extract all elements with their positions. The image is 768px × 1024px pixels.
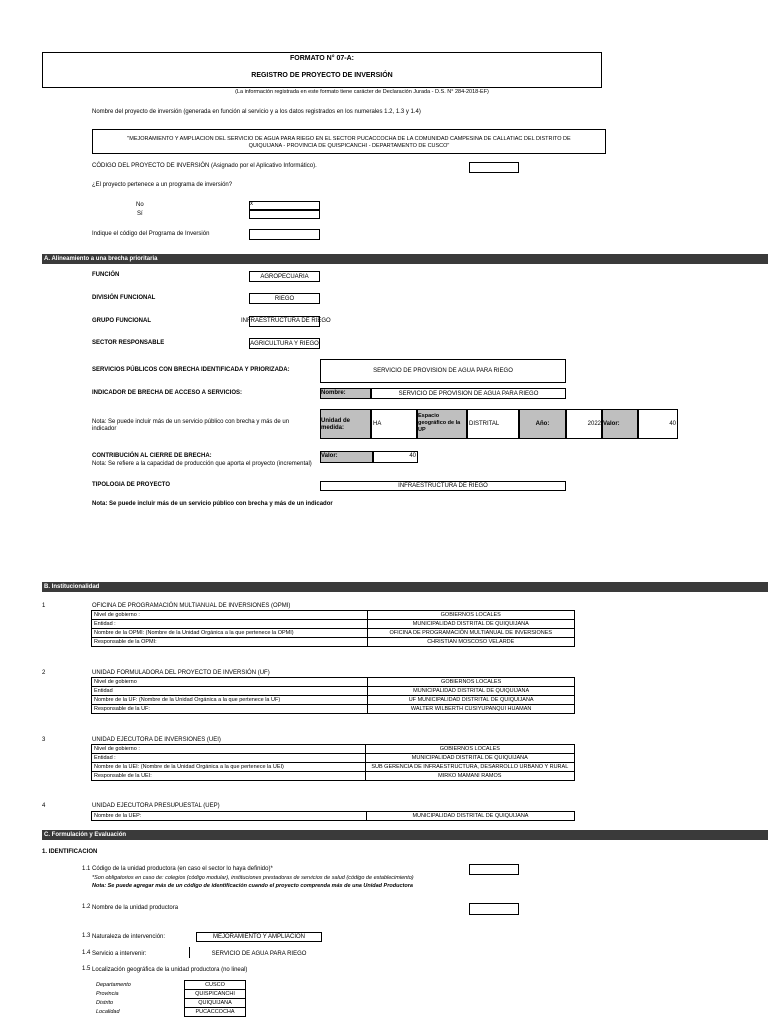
sector-value[interactable]: AGRICULTURA Y RIEGO <box>249 338 320 349</box>
contribucion-valor-label: Valor: <box>321 453 338 459</box>
section-c-header: C. Formulación y Evaluación <box>42 830 768 840</box>
uf-table <box>91 677 575 714</box>
item-1-5-number: 1.5 <box>82 966 91 972</box>
unidad-label-2: medida: <box>321 425 345 431</box>
table-row <box>92 745 575 754</box>
row-value[interactable]: GOBIERNOS LOCALES <box>368 678 575 687</box>
contribucion-note: Nota: Se refiere a la capacidad de producción que aporta el proyecto (incremental) <box>92 461 312 467</box>
table-row <box>92 611 575 620</box>
nota-2: Nota: Se puede incluir más de un servicio público con brecha y más de un indicador <box>92 501 333 507</box>
item-1-1-note: *Son obligatorios en caso de: colegios (código modular), instituciones prestadoras de servicios de salud (código de establecimiento) <box>92 875 414 881</box>
item-1-4-label: Servicio a intervenir: <box>92 951 147 957</box>
item-1-1-number: 1.1 <box>82 866 91 872</box>
row-value[interactable]: MUNICIPALIDAD DISTRITAL DE QUIQUIJANA <box>368 687 575 696</box>
table-row <box>94 1008 246 1017</box>
row-label: Nombre de la UEP: <box>92 812 367 821</box>
service-value: SERVICIO DE AGUA PARA RIEGO <box>211 951 307 957</box>
row-label: Nombre de la OPMI: (Nombre de la Unidad Orgánica a la que pertenece la OPMI) <box>92 629 368 638</box>
unit-code-field[interactable] <box>469 864 519 875</box>
intervention-value[interactable]: MEJORAMIENTO Y AMPLIACIÓN <box>196 932 322 942</box>
table-row <box>92 696 575 705</box>
location-value[interactable]: QUIQUIJANA <box>185 999 246 1008</box>
row-value[interactable]: OFICINA DE PROGRAMACIÓN MULTIANUAL DE INVERSIONES <box>367 629 574 638</box>
location-value[interactable]: CUSCO <box>185 981 246 990</box>
table-row <box>92 763 575 772</box>
row-value[interactable]: CHRISTIAN MOSCOSO VELARDE <box>367 638 574 647</box>
opmi-table <box>91 610 575 647</box>
block-3-number: 3 <box>42 737 46 743</box>
project-name-label: Nombre del proyecto de inversión (generada en función al servicio y a los datos registrados en los numerales 1.2, 1.3 y 1.4) <box>92 109 421 115</box>
anio-label: Año: <box>535 421 550 427</box>
contribucion-label: CONTRIBUCIÓN AL CIERRE DE BRECHA: <box>92 453 212 459</box>
row-value[interactable]: WALTER WILBERTH CUSIYUPANQUI HUAMAN <box>368 705 575 714</box>
section-b-header: B. Institucionalidad <box>42 582 768 592</box>
table-row <box>92 638 575 647</box>
nombre-value[interactable]: SERVICIO DE PROVISION DE AGUA PARA RIEGO <box>371 388 566 399</box>
program-question: ¿El proyecto pertenece a un programa de inversión? <box>92 182 233 188</box>
funcion-label: FUNCIÓN <box>92 272 120 278</box>
program-code-label: Indique el código del Programa de Inversión <box>92 231 210 237</box>
table-row <box>92 629 575 638</box>
nota-1-line1: Nota: Se puede incluir más de un servicio público con brecha y más de un <box>92 419 290 425</box>
row-label: Nombre de la UF: (Nombre de la Unidad Orgánica a la que pertenece la UF) <box>92 696 368 705</box>
grupo-label: GRUPO FUNCIONAL <box>92 318 151 324</box>
location-label: Provincia <box>96 991 119 997</box>
item-1-2-label: Nombre de la unidad productora <box>92 905 179 911</box>
project-name-line1: "MEJORAMIENTO Y AMPLIACION DEL SERVICIO DE AGUA PARA RIEGO EN EL SECTOR PUCACCOCHA DE LA COMUNIDAD CAMPESINA DE CALLATIAC DEL DISTRITO DE <box>127 136 571 142</box>
item-1-2-number: 1.2 <box>82 904 91 910</box>
block-2-title: UNIDAD FORMULADORA DEL PROYECTO DE INVERSIÓN (UF) <box>92 670 270 676</box>
nota-1-line2: indicador <box>92 426 117 432</box>
block-3-title: UNIDAD EJECUTORA DE INVERSIONES (UEI) <box>92 737 221 743</box>
row-value[interactable]: GOBIERNOS LOCALES <box>367 611 574 620</box>
table-row <box>92 812 575 821</box>
espacio-value: DISTRITAL <box>469 421 500 427</box>
funcion-value[interactable]: AGROPECUARIA <box>249 271 320 282</box>
row-label: Responsable de la UF: <box>92 705 368 714</box>
contribucion-valor: 40 <box>409 453 416 459</box>
uei-table <box>91 744 575 781</box>
item-1-5-label: Localización geográfica de la unidad productora (no lineal) <box>92 967 248 973</box>
division-label: DIVISIÓN FUNCIONAL <box>92 295 156 301</box>
program-code-field[interactable] <box>249 229 320 240</box>
location-value[interactable]: PUCACCOCHA <box>185 1008 246 1017</box>
table-row <box>92 687 575 696</box>
table-row <box>92 772 575 781</box>
option-no-checkbox[interactable] <box>249 201 320 210</box>
row-label: Nombre de la UEI: (Nombre de la Unidad Orgánica a la que pertenece la UEI) <box>92 763 366 772</box>
row-value[interactable]: GOBIERNOS LOCALES <box>365 745 574 754</box>
row-label: Nivel de gobierno : <box>92 745 366 754</box>
block-1-number: 1 <box>42 603 46 609</box>
option-si-label: Sí <box>137 211 143 217</box>
block-1-title: OFICINA DE PROGRAMACIÓN MULTIANUAL DE INVERSIONES (OPMI) <box>92 603 291 609</box>
table-row <box>92 678 575 687</box>
item-1-1-label: Código de la unidad productora (en caso el sector lo haya definido)* <box>92 866 273 872</box>
option-no-label: No <box>136 202 144 208</box>
block-4-number: 4 <box>42 803 46 809</box>
anio-value: 2022 <box>587 421 601 427</box>
row-value[interactable]: MUNICIPALIDAD DISTRITAL DE QUIQUIJANA <box>366 812 574 821</box>
item-1-1-note-2: Nota: Se puede agregar más de un código de identificación cuando el proyecto comprenda más de una Unidad Productora <box>92 883 413 889</box>
unidad-value: HA <box>373 421 382 427</box>
form-subtitle: REGISTRO DE PROYECTO DE INVERSIÓN <box>251 72 393 79</box>
form-title: FORMATO N° 07-A: <box>290 55 354 62</box>
unidad-label-1: Unidad de <box>321 418 351 424</box>
table-row <box>94 981 246 990</box>
option-no-mark: x <box>250 201 253 207</box>
tipologia-value[interactable]: INFRAESTRUCTURA DE RIEGO <box>320 481 566 491</box>
row-label: Nivel de gobierno : <box>92 611 368 620</box>
location-label: Localidad <box>96 1009 120 1015</box>
table-row <box>94 999 246 1008</box>
location-table <box>94 980 246 1017</box>
table-row <box>94 990 246 999</box>
location-value[interactable]: QUISPICANCHI <box>185 990 246 999</box>
row-label: Entidad <box>92 687 368 696</box>
section-a-header: A. Alineamiento a una brecha prioritaria <box>42 254 768 264</box>
row-value[interactable]: MUNICIPALIDAD DISTRITAL DE QUIQUIJANA <box>367 620 574 629</box>
uep-table <box>91 811 575 821</box>
espacio-label-1: Espacio <box>418 413 440 419</box>
valor-value: 40 <box>669 421 676 427</box>
espacio-label-3: UP <box>418 427 426 433</box>
tipologia-label: TIPOLOGIA DE PROYECTO <box>92 482 171 488</box>
service-divider <box>189 947 190 958</box>
indicador-label: INDICADOR DE BRECHA DE ACCESO A SERVICIOS: <box>92 390 243 396</box>
declaration-note: (La información registrada en este formato tiene carácter de Declaración Jurada - D.S. N° 284-2018-EF) <box>235 89 489 95</box>
table-row <box>92 705 575 714</box>
sector-label: SECTOR RESPONSABLE <box>92 340 165 346</box>
servicios-value[interactable]: SERVICIO DE PROVISION DE AGUA PARA RIEGO <box>320 359 566 383</box>
project-code-field[interactable] <box>469 162 519 173</box>
location-label: Distrito <box>96 1000 114 1006</box>
row-value[interactable]: SUB GERENCIA DE INFRAESTRUCTURA, DESARROLLO URBANO Y RURAL <box>365 763 574 772</box>
row-value[interactable]: MIRKO MAMANI RAMOS <box>365 772 574 781</box>
item-1-3-label: Naturaleza de intervención: <box>92 934 166 940</box>
grupo-value: INFRAESTRUCTURA DE RIEGO <box>241 318 331 324</box>
row-label: Nivel de gobierno <box>92 678 368 687</box>
item-1-4-number: 1.4 <box>82 950 91 956</box>
row-value[interactable]: MUNICIPALIDAD DISTRITAL DE QUIQUIJANA <box>365 754 574 763</box>
project-name-line2: QUIQUIJANA - PROVINCIA DE QUISPICANCHI - DEPARTAMENTO DE CUSCO" <box>248 143 450 149</box>
row-label: Entidad : <box>92 754 366 763</box>
row-label: Entidad : <box>92 620 368 629</box>
nombre-label: Nombre: <box>321 390 346 396</box>
block-2-number: 2 <box>42 670 46 676</box>
identificacion-heading: 1. IDENTIFICACION <box>42 849 98 855</box>
servicios-label: SERVICIOS PÚBLICOS CON BRECHA IDENTIFICADA Y PRIORIZADA: <box>92 367 290 373</box>
unit-name-field[interactable] <box>469 903 519 915</box>
espacio-label-2: geográfico de la <box>418 420 461 426</box>
valor-label: Valor: <box>603 421 620 427</box>
table-row <box>92 620 575 629</box>
row-label: Responsable de la OPMI: <box>92 638 368 647</box>
option-si-checkbox[interactable] <box>249 210 320 219</box>
row-value[interactable]: UF MUNICIPALIDAD DISTRITAL DE QUIQUIJANA <box>368 696 575 705</box>
block-4-title: UNIDAD EJECUTORA PRESUPUESTAL (UEP) <box>92 803 220 809</box>
location-label: Departamento <box>96 982 131 988</box>
project-code-label: CÓDIGO DEL PROYECTO DE INVERSIÓN (Asignado por el Aplicativo Informático). <box>92 163 317 169</box>
division-value[interactable]: RIEGO <box>249 293 320 304</box>
table-row <box>92 754 575 763</box>
item-1-3-number: 1.3 <box>82 933 91 939</box>
row-label: Responsable de la UEI: <box>92 772 366 781</box>
